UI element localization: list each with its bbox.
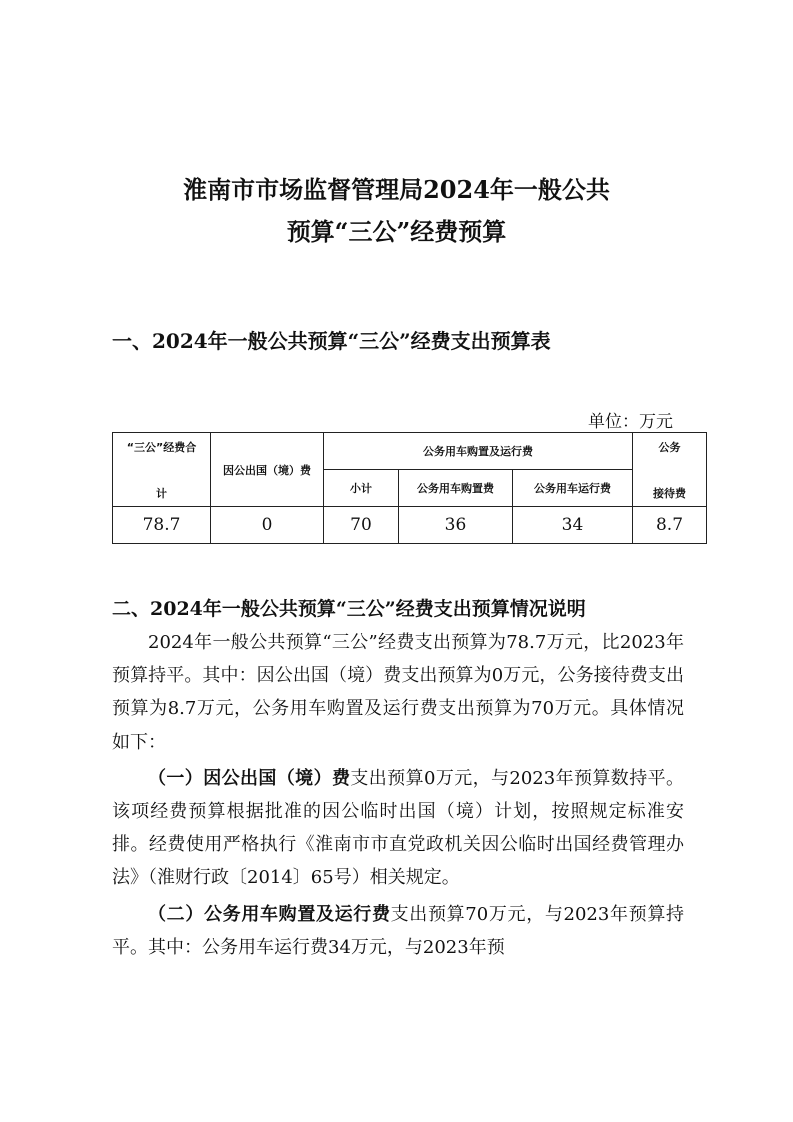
- header-vehicle-group: 公务用车购置及运行费: [324, 433, 633, 470]
- paragraph-1: 2024年一般公共预算“三公”经费支出预算为78.7万元，比2023年预算持平。其中：因公出国（境）费支出预算为0万元，公务接待费支出预算为8.7万元，公务用车购置及运行费支出预算为70万元。具体情况如下：: [112, 632, 684, 753]
- paragraph-3: [112, 898, 684, 964]
- budget-table: [112, 432, 707, 544]
- value-reception: 8.7: [633, 507, 707, 544]
- document-title-line1: 淮南市市场监督管理局2024年一般公共: [183, 175, 610, 204]
- paragraph-2: [112, 762, 684, 895]
- header-total-line2: 计: [156, 486, 167, 500]
- paragraph-3-text: 支出预算70万元，与2023年预算持平。其中：公务用车运行费34万元，与2023年预: [112, 903, 684, 958]
- header-total-line1: “三公”经费合: [126, 440, 197, 454]
- unit-label: 单位：万元: [588, 412, 673, 432]
- table-row: [113, 507, 707, 544]
- value-purchase: 36: [399, 507, 513, 544]
- header-reception-line1: 公务: [658, 440, 681, 454]
- value-abroad: 0: [211, 507, 324, 544]
- body-text: [112, 626, 684, 964]
- paragraph-2-text: 支出预算0万元，与2023年预算数持平。该项经费预算根据批准的因公临时出国（境）计划，按照规定标准安排。经费使用严格执行《淮南市市直党政机关因公临时出国经费管理办法》（淮财行政〔2014〕65号）相关规定。: [112, 767, 684, 889]
- header-total-cell: [113, 433, 211, 507]
- header-purchase: 公务用车购置费: [399, 470, 513, 507]
- header-operation: 公务用车运行费: [513, 470, 633, 507]
- document-title-line2: 预算“三公”经费预算: [286, 217, 507, 246]
- value-operation: 34: [513, 507, 633, 544]
- section-heading-1: 一、2024年一般公共预算“三公”经费支出预算表: [112, 329, 551, 353]
- paragraph-3-heading: （二）公务用车购置及运行费: [148, 903, 391, 925]
- header-reception-cell: [633, 433, 707, 507]
- section-heading-2: 二、2024年一般公共预算“三公”经费支出预算情况说明: [112, 598, 586, 620]
- value-total: 78.7: [113, 507, 211, 544]
- header-abroad: 因公出国（境）费: [211, 433, 324, 507]
- header-reception-line2: 接待费: [653, 486, 686, 500]
- header-subtotal: 小计: [324, 470, 399, 507]
- paragraph-2-heading: （一）因公出国（境）费: [148, 767, 351, 789]
- value-subtotal: 70: [324, 507, 399, 544]
